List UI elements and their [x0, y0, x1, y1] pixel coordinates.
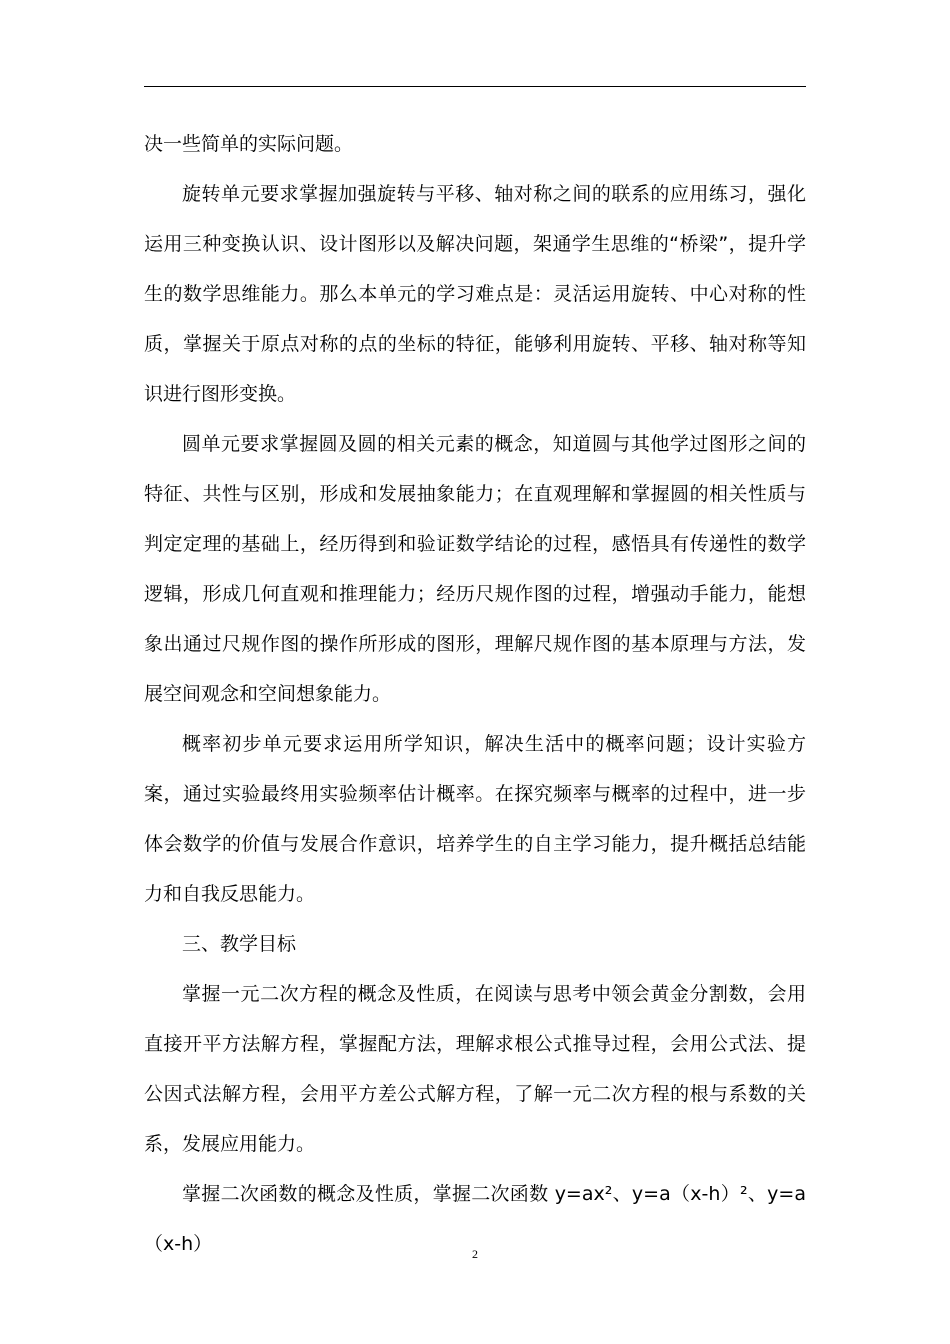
paragraph-quadratic-function: 掌握二次函数的概念及性质，掌握二次函数 y=ax²、y=a（x-h）²、y=a（x-h） — [144, 1183, 806, 1255]
body-text — [144, 119, 806, 1269]
paragraph-probability-unit: 概率初步单元要求运用所学知识，解决生活中的概率问题；设计实验方案，通过实验最终用实验频率估计概率。在探究频率与概率的过程中，进一步体会数学的价值与发展合作意识，培养学生的自主学习能力，提升概括总结能力和自我反思能力。 — [144, 733, 806, 905]
paragraph-quadratic-equation: 掌握一元二次方程的概念及性质，在阅读与思考中领会黄金分割数，会用直接开平方法解方程，掌握配方法，理解求根公式推导过程，会用公式法、提公因式法解方程，会用平方差公式解方程，了解一元二次方程的根与系数的关系，发展应用能力。 — [144, 983, 806, 1155]
page-number: 2 — [472, 1247, 478, 1261]
header-rule — [144, 86, 806, 87]
paragraph-continuation: 决一些简单的实际问题。 — [144, 133, 354, 155]
section-heading-teaching-goals: 三、教学目标 — [182, 933, 297, 955]
paragraph-circle-unit: 圆单元要求掌握圆及圆的相关元素的概念，知道圆与其他学过图形之间的特征、共性与区别，形成和发展抽象能力；在直观理解和掌握圆的相关性质与判定定理的基础上，经历得到和验证数学结论的过程，感悟具有传递性的数学逻辑，形成几何直观和推理能力；经历尺规作图的过程，增强动手能力，能想象出通过尺规作图的操作所形成的图形，理解尺规作图的基本原理与方法，发展空间观念和空间想象能力。 — [144, 433, 806, 705]
paragraph-rotation-unit: 旋转单元要求掌握加强旋转与平移、轴对称之间的联系的应用练习，强化运用三种变换认识、设计图形以及解决问题，架通学生思维的“桥梁”，提升学生的数学思维能力。那么本单元的学习难点是：灵活运用旋转、中心对称的性质，掌握关于原点对称的点的坐标的特征，能够利用旋转、平移、轴对称等知识进行图形变换。 — [144, 183, 806, 405]
